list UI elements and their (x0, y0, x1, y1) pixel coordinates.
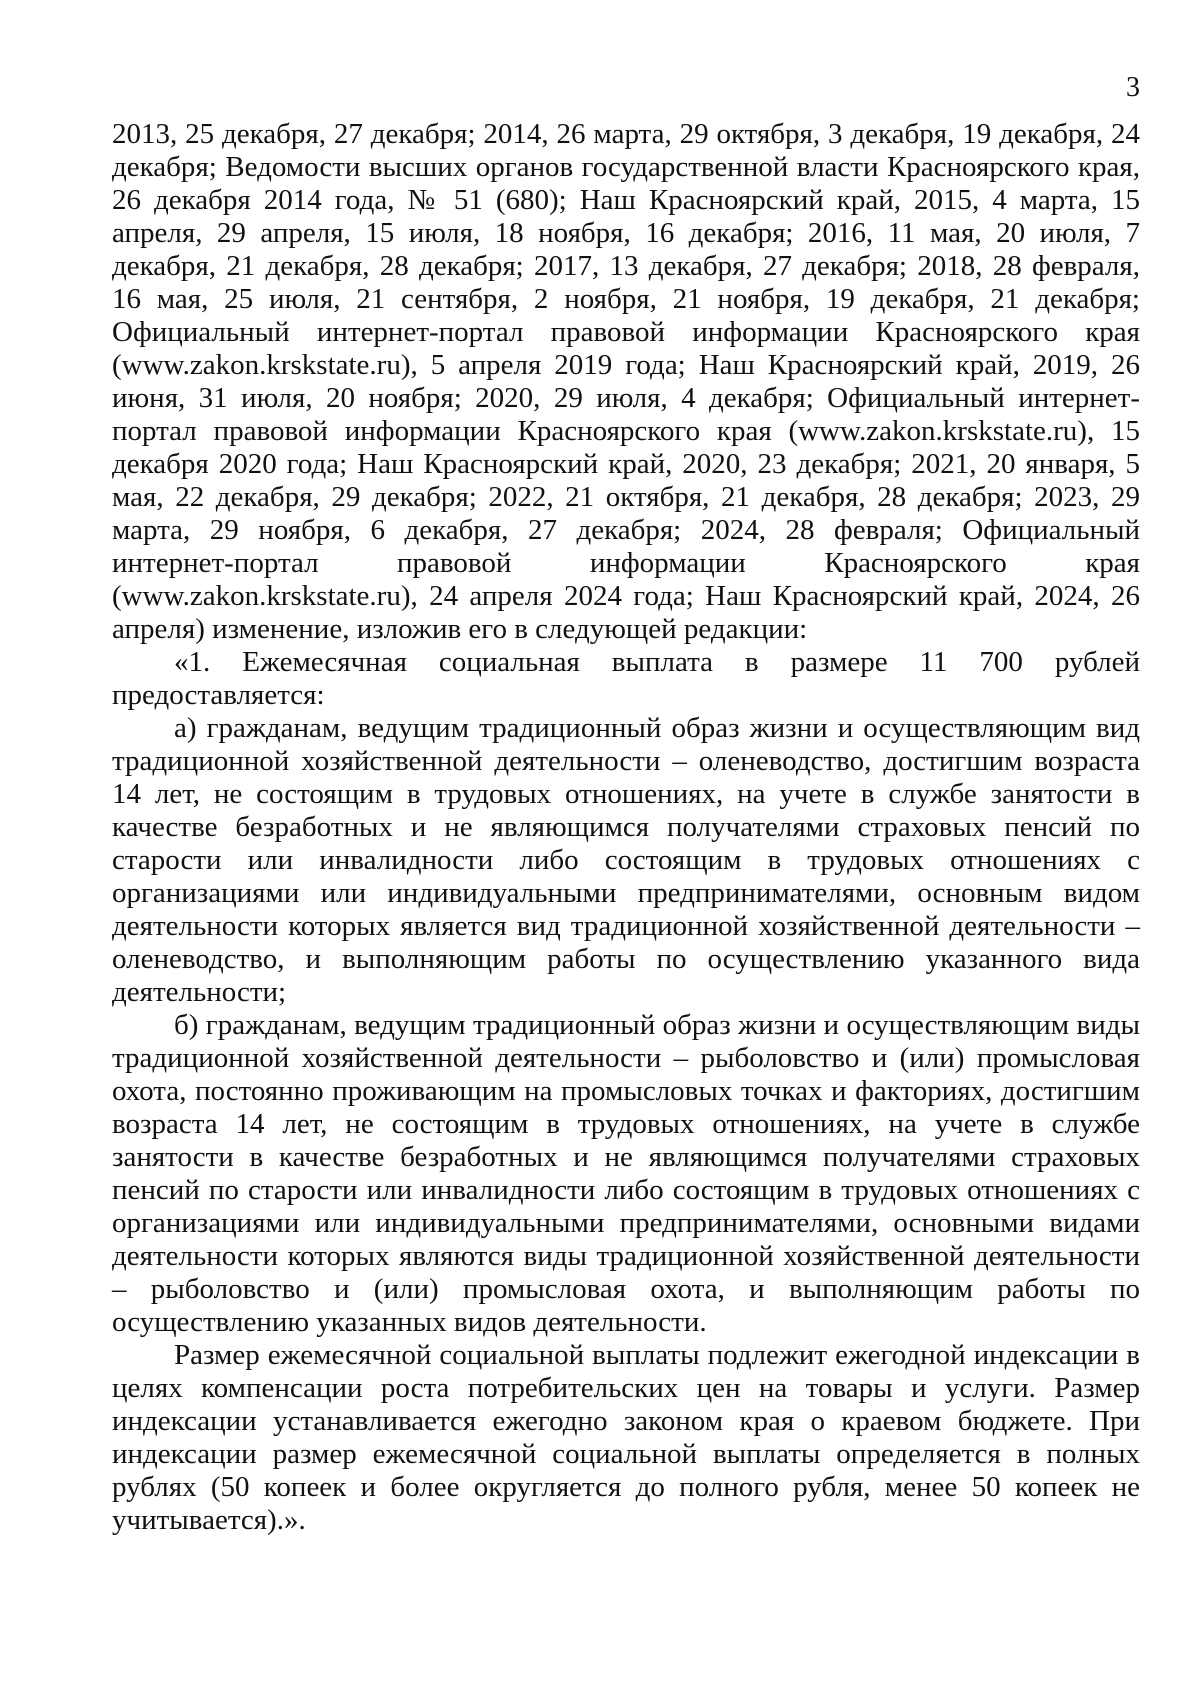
document-body (112, 118, 1140, 1537)
paragraph-subitem-a: а) гражданам, ведущим традиционный образ жизни и осуществляющим вид традиционной хозяйственной деятельности – оленеводство, достигшим возраста 14 лет, не состоящим в трудовых отношениях, на учете в службе занятости в качестве безработных и не являющимся получателями страховых пенсий по старости или инвалидности либо состоящим в трудовых отношениях с организациями или индивидуальными предпринимателями, основным видом деятельности которых является вид традиционной хозяйственной деятельности – оленеводство, и выполняющим работы по осуществлению указанного вида деятельности; (112, 712, 1140, 1008)
paragraph-subitem-b: б) гражданам, ведущим традиционный образ жизни и осуществляющим виды традиционной хозяйственной деятельности – рыболовство и (или) промысловая охота, постоянно проживающим на промысловых точках и факториях, достигшим возраста 14 лет, не состоящим в трудовых отношениях, на учете в службе занятости в качестве безработных и не являющимся получателями страховых пенсий по старости или инвалидности либо состоящим в трудовых отношениях с организациями или индивидуальными предпринимателями, основными видами деятельности которых являются виды традиционной хозяйственной деятельности – рыболовство и (или) промысловая охота, и выполняющим работы по осуществлению указанных видов деятельности. (112, 1009, 1140, 1338)
page-number: 3 (1126, 72, 1140, 103)
paragraph-item-1: «1. Ежемесячная социальная выплата в размере 11 700 рублей предоставляется: (112, 646, 1140, 711)
paragraph-indexation: Размер ежемесячной социальной выплаты подлежит ежегодной индексации в целях компенсации роста потребительских цен на товары и услуги. Размер индексации устанавливается ежегодно законом края о краевом бюджете. При индексации размер ежемесячной социальной выплаты определяется в полных рублях (50 копеек и более округляется до полного рубля, менее 50 копеек не учитывается).». (112, 1339, 1140, 1536)
paragraph-amendment-sources: 2013, 25 декабря, 27 декабря; 2014, 26 марта, 29 октября, 3 декабря, 19 декабря, 24 декабря; Ведомости высших органов государственной власти Красноярского края, 26 декабря 2014 года, № 51 (680); Наш Красноярский край, 2015, 4 марта, 15 апреля, 29 апреля, 15 июля, 18 ноября, 16 декабря; 2016, 11 мая, 20 июля, 7 декабря, 21 декабря, 28 декабря; 2017, 13 декабря, 27 декабря; 2018, 28 февраля, 16 мая, 25 июля, 21 сентября, 2 ноября, 21 ноября, 19 декабря, 21 декабря; Официальный интернет-портал правовой информации Красноярского края (www.zakon.krskstate.ru), 5 апреля 2019 года; Наш Красноярский край, 2019, 26 июня, 31 июля, 20 ноября; 2020, 29 июля, 4 декабря; Официальный интернет-портал правовой информации Красноярского края (www.zakon.krskstate.ru), 15 декабря 2020 года; Наш Красноярский край, 2020, 23 декабря; 2021, 20 января, 5 мая, 22 декабря, 29 декабря; 2022, 21 октября, 21 декабря, 28 декабря; 2023, 29 марта, 29 ноября, 6 декабря, 27 декабря; 2024, 28 февраля; Официальный интернет-портал правовой информации Красноярского края (www.zakon.krskstate.ru), 24 апреля 2024 года; Наш Красноярский край, 2024, 26 апреля) изменение, изложив его в следующей редакции: (112, 118, 1140, 645)
